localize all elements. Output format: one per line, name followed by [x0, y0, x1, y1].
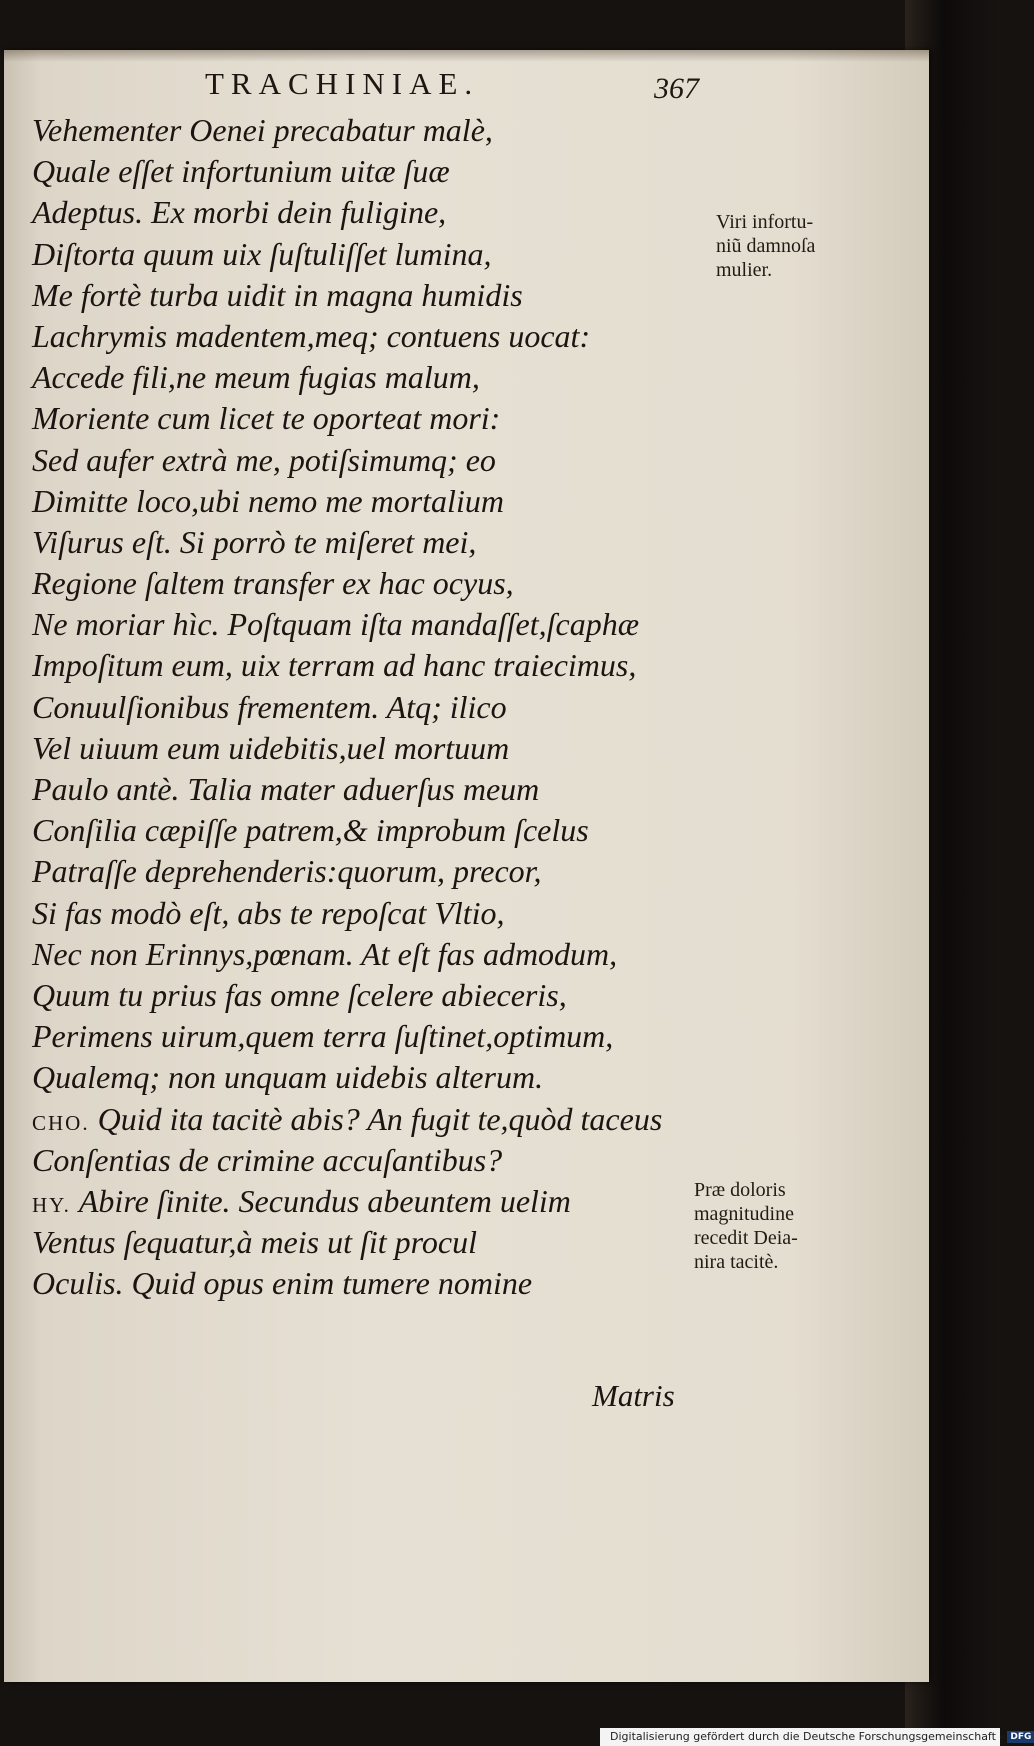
verse-text-span: Viſurus eſt. Si porrò te miſeret mei, — [32, 523, 477, 560]
page-number: 367 — [654, 72, 699, 105]
verse-line — [32, 398, 692, 439]
verse-line — [32, 687, 692, 728]
verse-line — [32, 975, 692, 1016]
running-head: TRACHINIAE. — [205, 66, 480, 101]
verse-line — [32, 357, 692, 398]
verse-text-span: Regione ſaltem transfer ex hac ocyus, — [32, 565, 514, 602]
dfg-logo-icon: DFG — [1007, 1731, 1034, 1743]
verse-text — [32, 110, 692, 1304]
margin-note-line: Viri infortu- — [716, 211, 814, 233]
verse-text-span: Oculis. Quid opus enim tumere nomine — [32, 1265, 533, 1302]
verse-line — [32, 563, 692, 604]
verse-line — [32, 604, 692, 645]
verse-line — [32, 645, 692, 686]
verse-text-span: Ne moriar hìc. Poſtquam iſta mandaſſet,ſcaphæ — [32, 606, 640, 643]
verse-line — [32, 481, 692, 522]
margin-note-line: magnitudine — [694, 1203, 794, 1225]
verse-line — [32, 440, 692, 481]
speaker-label: CHO. — [32, 1110, 90, 1135]
verse-text-span: Ventus ſequatur,à meis ut ſit procul — [32, 1224, 478, 1261]
verse-line — [32, 810, 692, 851]
credit-text: Digitalisierung gefördert durch die Deutsche Forschungsgemeinschaft - — [610, 1730, 1004, 1743]
catchword: Matris — [592, 1378, 675, 1413]
verse-line — [32, 316, 692, 357]
verse-line — [32, 234, 692, 275]
verse-line — [32, 522, 692, 563]
verse-line — [32, 1222, 692, 1263]
margin-note-line: Præ doloris — [694, 1179, 786, 1201]
verse-text-span: Abire ſinite. Secundus abeuntem uelim — [78, 1182, 571, 1219]
verse-text-span: Quale eſſet infortunium uitæ ſuæ — [32, 153, 450, 190]
verse-line — [32, 192, 692, 233]
verse-text-span: Conſentias de crimine accuſantibus? — [32, 1141, 503, 1178]
verse-line — [32, 110, 692, 151]
margin-note — [694, 1178, 798, 1274]
margin-note-line: nira tacitè. — [694, 1251, 779, 1273]
verse-text-span: Qualemq; non unquam uidebis alterum. — [32, 1059, 544, 1096]
verse-line — [32, 851, 692, 892]
speaker-label: HY. — [32, 1192, 71, 1217]
verse-text-span: Moriente cum licet te oporteat mori: — [32, 400, 501, 437]
verse-text-span: Nec non Erinnys,pœnam. At eſt fas admodum, — [32, 935, 618, 972]
page-shadow — [4, 50, 929, 62]
verse-line — [32, 769, 692, 810]
verse-text-span: Quid ita tacitè abis? An fugit te,quòd taceus — [97, 1100, 663, 1137]
verse-text-span: Lachrymis madentem,meq; contuens uocat: — [32, 317, 591, 354]
verse-text-span: Vehementer Oenei precabatur malè, — [32, 112, 493, 148]
verse-text-span: Conſilia cæpiſſe patrem,& improbum ſcelus — [32, 812, 589, 849]
verse-text-span: Adeptus. Ex morbi dein fuligine, — [32, 194, 447, 231]
verse-text-span: Conuulſionibus frementem. Atq; ilico — [32, 688, 507, 725]
verse-line — [32, 1263, 692, 1304]
verse-text-span: Sed aufer extrà me, potiſsimumq; eo — [32, 441, 496, 478]
verse-line — [32, 893, 692, 934]
verse-line — [32, 1016, 692, 1057]
verse-line — [32, 275, 692, 316]
verse-text-span: Paulo antè. Talia mater aduerſus meum — [32, 771, 540, 807]
verse-line — [32, 728, 692, 769]
verse-text-span: Me fortè turba uidit in magna humidis — [32, 276, 523, 313]
verse-line — [32, 1181, 692, 1222]
verse-text-span: Accede fili,ne meum fugias malum, — [32, 359, 480, 396]
verse-line — [32, 1057, 692, 1098]
margin-note-line: recedit Deia- — [694, 1227, 798, 1249]
verse-line — [32, 1140, 692, 1181]
verse-line — [32, 151, 692, 192]
verse-text-span: Impoſitum eum, uix terram ad hanc traiecimus, — [32, 647, 637, 684]
verse-text-span: Perimens uirum,quem terra ſuſtinet,optimum, — [32, 1018, 614, 1055]
verse-text-span: Patraſſe deprehenderis:quorum, precor, — [32, 853, 542, 890]
margin-note-line: mulier. — [716, 259, 773, 281]
margin-note — [716, 210, 815, 282]
verse-text-span: Diſtorta quum uix ſuſtuliſſet lumina, — [32, 235, 492, 272]
margin-note-line: niũ damnoſa — [716, 235, 816, 257]
verse-text-span: Si fas modò eſt, abs te repoſcat Vltio, — [32, 894, 505, 931]
verse-text-span: Quum tu prius fas omne ſcelere abieceris, — [32, 976, 567, 1013]
verse-text-span: Vel uiuum eum uidebitis,uel mortuum — [32, 729, 510, 766]
verse-line — [32, 934, 692, 975]
digitization-credit — [600, 1728, 1032, 1746]
verse-text-span: Dimitte loco,ubi nemo me mortalium — [32, 482, 504, 519]
verse-line — [32, 1099, 692, 1140]
